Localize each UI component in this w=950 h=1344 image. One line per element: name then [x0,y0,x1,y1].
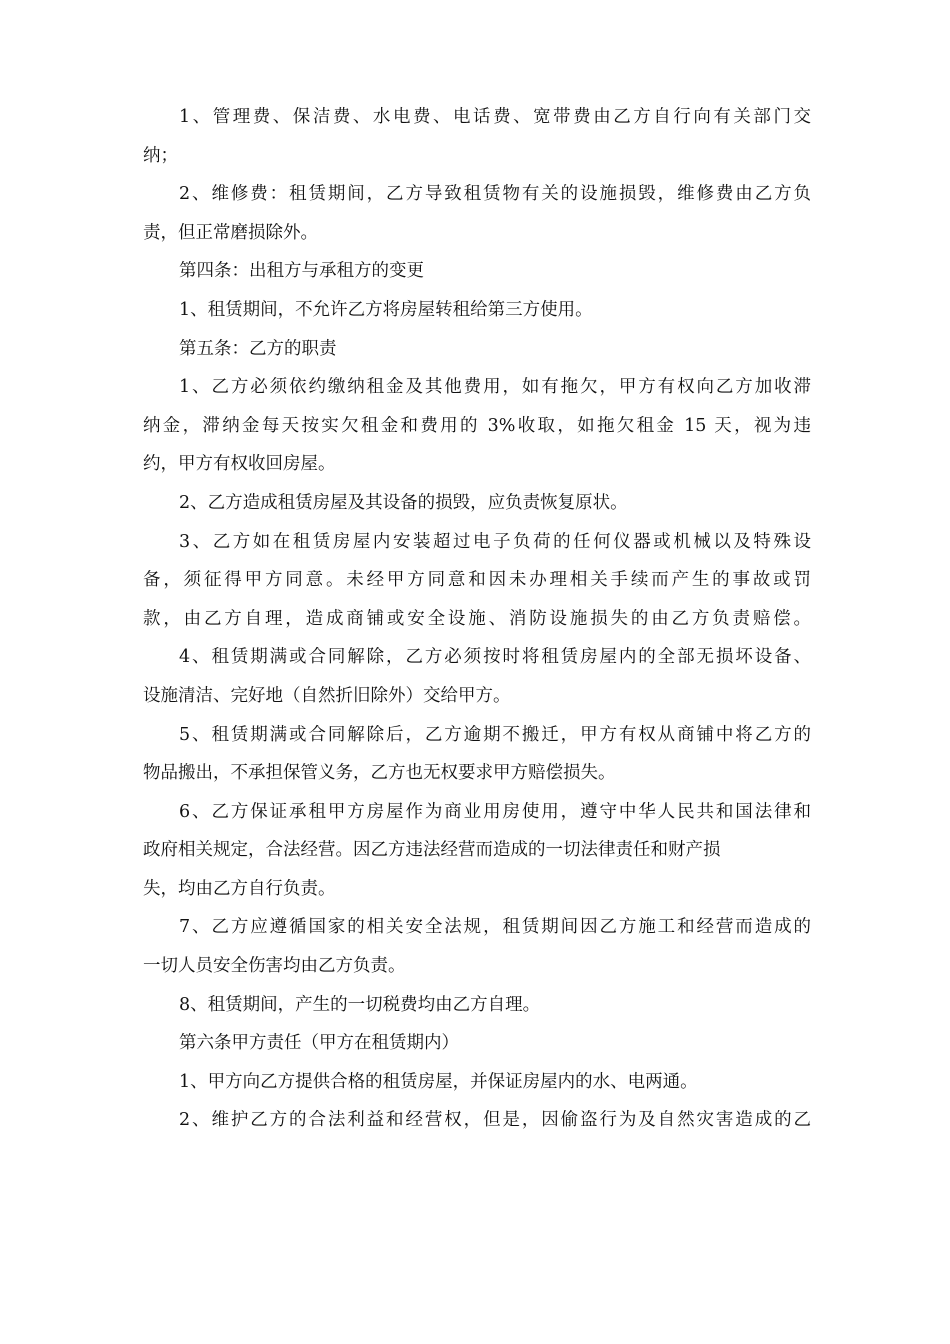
text-line: 1、乙方必须依约缴纳租金及其他费用，如有拖欠，甲方有权向乙方加收滞 [179,377,811,398]
text-line: 政府相关规定，合法经营。因乙方违法经营而造成的一切法律责任和财产损 [143,840,721,861]
text-line: 备，须征得甲方同意。未经甲方同意和因未办理相关手续而产生的事故或罚 [143,570,811,591]
text-line: 1、管理费、保洁费、水电费、电话费、宽带费由乙方自行向有关部门交 [179,107,811,127]
text-line: 2、维护乙方的合法利益和经营权，但是，因偷盗行为及自然灾害造成的乙 [179,1110,811,1131]
section-heading: 第五条：乙方的职责 [179,338,337,359]
text-line: 一切人员安全伤害均由乙方负责。 [143,956,406,977]
text-line: 1、租赁期间，不允许乙方将房屋转租给第三方使用。 [179,299,593,320]
text-line: 约，甲方有权收回房屋。 [143,454,336,475]
text-line: 3、乙方如在租赁房屋内安装超过电子负荷的任何仪器或机械以及特殊设 [179,531,811,552]
text-line: 2、维修费：租赁期间，乙方导致租赁物有关的设施损毁，维修费由乙方负 [179,184,811,205]
text-line: 5、租赁期满或合同解除后，乙方逾期不搬迁，甲方有权从商铺中将乙方的 [179,724,811,745]
text-line: 8、租赁期间，产生的一切税费均由乙方自理。 [179,994,541,1015]
text-line: 6、乙方保证承租甲方房屋作为商业用房使用，遵守中华人民共和国法律和 [179,801,811,822]
text-line: 款，由乙方自理，造成商铺或安全设施、消防设施损失的由乙方负责赔偿。 [143,608,811,629]
text-line: 物品搬出，不承担保管义务，乙方也无权要求甲方赔偿损失。 [143,763,616,784]
text-line: 4、租赁期满或合同解除，乙方必须按时将租赁房屋内的全部无损坏设备、 [179,647,811,668]
text-line: 设施清洁、完好地（自然折旧除外）交给甲方。 [143,685,511,706]
text-line: 1、甲方向乙方提供合格的租赁房屋，并保证房屋内的水、电两通。 [179,1071,698,1092]
text-line: 7、乙方应遵循国家的相关安全法规，租赁期间因乙方施工和经营而造成的 [179,917,811,938]
section-heading: 第六条甲方责任（甲方在租赁期内） [179,1033,459,1054]
text-line: 2、乙方造成租赁房屋及其设备的损毁，应负责恢复原状。 [179,492,628,513]
text-line: 纳； [143,145,178,166]
text-line: 责，但正常磨损除外。 [143,222,318,243]
text-line: 纳金，滞纳金每天按实欠租金和费用的 3%收取，如拖欠租金 15 天，视为违 [143,415,811,436]
section-heading: 第四条：出租方与承租方的变更 [179,261,424,282]
document-body [143,98,811,1140]
text-line: 失，均由乙方自行负责。 [143,878,336,899]
